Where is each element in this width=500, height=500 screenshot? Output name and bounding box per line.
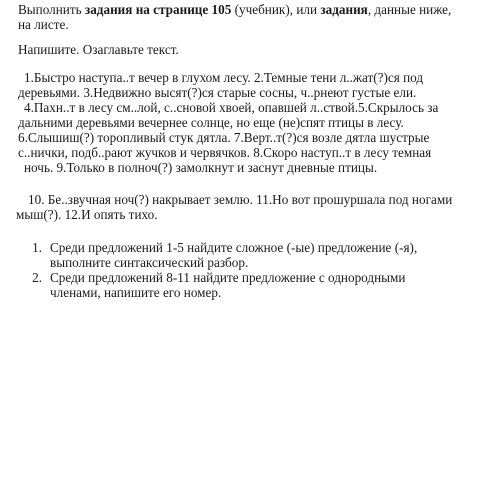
task-text (50, 240, 480, 270)
heading-line-2: на листе. (18, 17, 69, 32)
passage-line: ночь. 9.Только в полноч(?) замолкнут и заснут дневные птицы. (24, 160, 378, 175)
task-text (50, 270, 480, 300)
task-item (20, 240, 480, 270)
passage-line: деревьями. 3.Недвижно высят(?)ся старые сосны, ч..рнеют густые ели. (18, 85, 417, 100)
instruction-text: Напишите. Озаглавьте текст. (18, 42, 179, 57)
heading-bold-page-ref: задания на странице 105 (84, 2, 232, 17)
passage-line: 10. Бе..звучная ноч(?) накрывает землю. 11.Но вот прошуршала под ногами (28, 192, 453, 207)
heading-text-part-1: Выполнить (18, 2, 85, 17)
task-item (20, 270, 480, 300)
heading-text-part-3: , данные ниже, (367, 2, 452, 17)
task-line: Среди предложений 8-11 найдите предложение с однородными (50, 270, 406, 285)
passage-line: дальними деревьями вечернее солнце, но еще (не)спят птицы в лесу. (18, 115, 404, 130)
heading-bold-tasks: задания (320, 2, 368, 17)
passage-line: 4.Пахн..т в лесу см..лой, с..сновой хвоей, опавшей л..ствой.5.Скрылось за (24, 100, 439, 115)
task-line: Среди предложений 1-5 найдите сложное (-ые) предложение (-я), (50, 240, 418, 255)
passage-line: 1.Быстро наступа..т вечер в глухом лесу. 2.Темные тени л..жат(?)ся под (24, 70, 424, 85)
passage-line: с..нички, подб..рают жучков и червячков. 8.Скоро наступ..т в лесу темная (18, 145, 432, 160)
passage-line: 6.Слышиш(?) торопливый стук дятла. 7.Верт..т(?)ся возле дятла шустрые (18, 130, 430, 145)
assignment-heading (18, 2, 488, 32)
task-number: 2. (32, 270, 42, 285)
text-passage-continued (16, 192, 496, 222)
text-passage (18, 70, 496, 175)
task-line: членами, напишите его номер. (50, 285, 222, 300)
heading-line-1 (18, 2, 488, 17)
passage-line: мыш(?). 12.И опять тихо. (16, 207, 158, 222)
task-list (20, 240, 480, 300)
task-number: 1. (32, 240, 42, 255)
heading-text-part-2: (учебник), или (231, 2, 321, 17)
task-line: выполните синтаксический разбор. (50, 255, 249, 270)
